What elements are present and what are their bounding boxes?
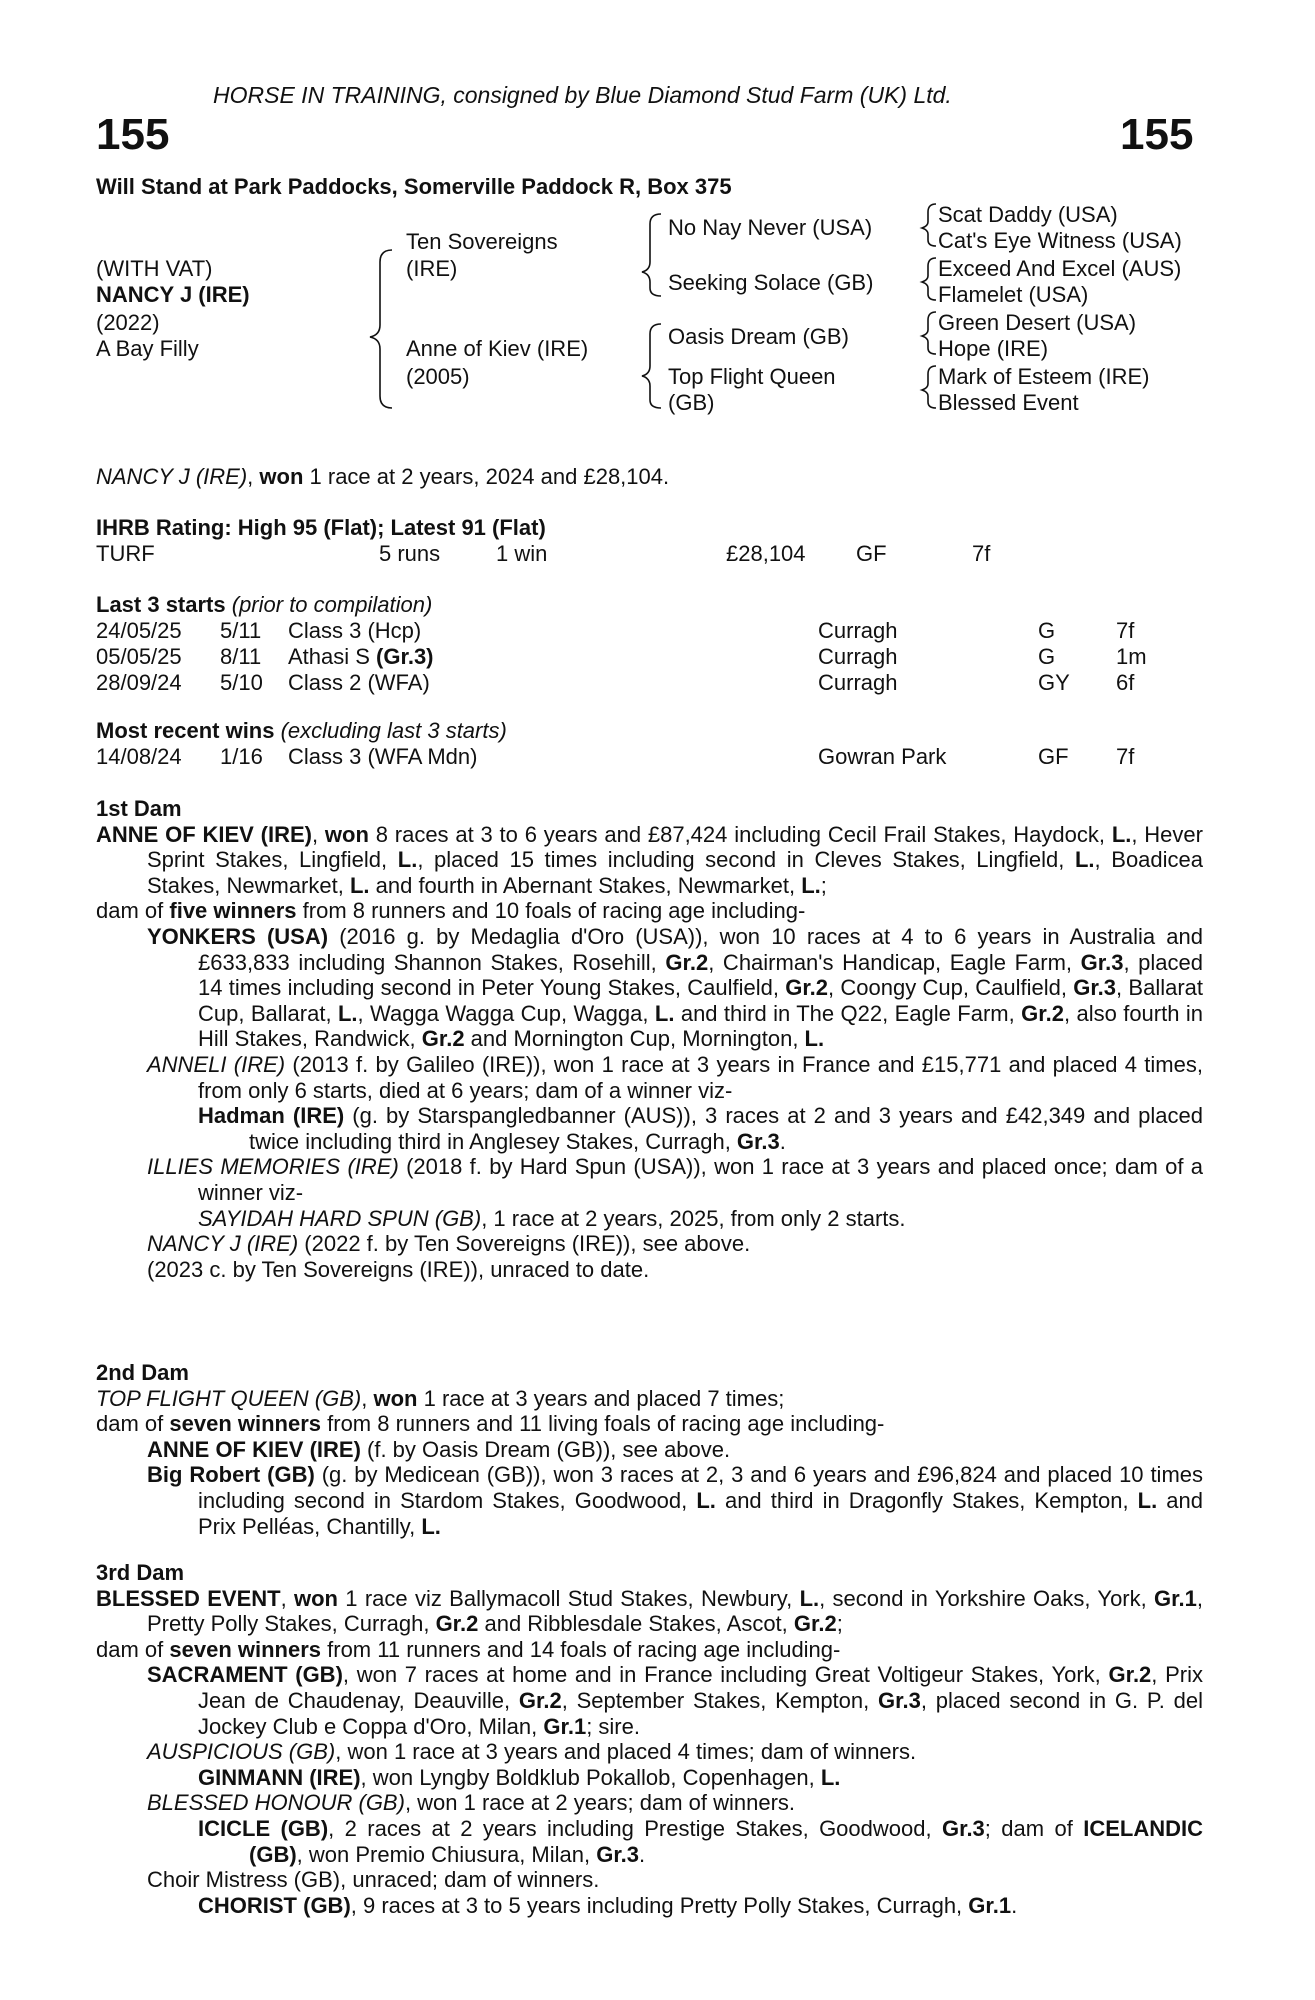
list-item: ICICLE (GB), 2 races at 2 years including Prestige Stakes, Goodwood, Gr.3; dam of ICELANDIC (GB), won Premio Chiusura, Milan, Gr.3.: [198, 1815, 1203, 1867]
rating-distance: 7f: [972, 541, 991, 566]
second-dam-section: [96, 1360, 1203, 1539]
table-cell: GF: [1038, 744, 1069, 769]
dam-name: Anne of Kiev (IRE): [406, 336, 589, 361]
list-item: AUSPICIOUS (GB), won 1 race at 3 years and placed 4 times; dam of winners.: [147, 1739, 917, 1765]
dam-dam-sire: Mark of Esteem (IRE): [938, 364, 1150, 389]
table-cell: Curragh: [818, 644, 898, 669]
second-dam-record: TOP FLIGHT QUEEN (GB), won 1 race at 3 years and placed 7 times;: [96, 1385, 785, 1411]
summary-won: won: [259, 464, 304, 489]
third-dam-record: BLESSED EVENT, won 1 race viz Ballymacoll Stud Stakes, Newbury, L., second in Yorkshire Oaks, York, Gr.1, Pretty Polly Stakes, Curragh, Gr.2 and Ribblesdale Stakes, Ascot, Gr.2;: [96, 1585, 1203, 1637]
sire-name: Ten Sovereigns: [406, 229, 558, 254]
last3-title: Last 3 starts: [96, 592, 226, 617]
lot-number-right: 155: [1120, 110, 1194, 159]
list-item: NANCY J (IRE) (2022 f. by Ten Sovereigns (IRE)), see above.: [147, 1231, 751, 1257]
rating-title: IHRB Rating: High 95 (Flat); Latest 91 (Flat): [96, 515, 546, 540]
dam-sire-sire: Green Desert (USA): [938, 310, 1137, 335]
list-item: Choir Mistress (GB), unraced; dam of winners.: [147, 1867, 600, 1893]
second-dam-produce: dam of seven winners from 8 runners and 11 living foals of racing age including-: [96, 1411, 885, 1437]
third-dam-section: [96, 1560, 1203, 1918]
first-dam-title: 1st Dam: [96, 796, 182, 821]
dam-year: (2005): [406, 364, 470, 389]
third-dam-produce: dam of seven winners from 11 runners and 14 foals of racing age including-: [96, 1636, 841, 1662]
list-item: ILLIES MEMORIES (IRE) (2018 f. by Hard Spun (USA)), won 1 race at 3 years and placed once; dam of a winner viz-: [147, 1154, 1203, 1205]
table-cell: GY: [1038, 670, 1070, 695]
horse-name: NANCY J (IRE): [96, 282, 250, 307]
first-dam-produce: dam of five winners from 8 runners and 10 foals of racing age including-: [96, 898, 806, 924]
race-name: Athasi S: [288, 644, 377, 669]
table-cell: G: [1038, 644, 1056, 669]
table-cell: 14/08/24: [96, 744, 182, 769]
rating-surface: TURF: [96, 541, 155, 566]
table-cell: Class 3 (WFA Mdn): [288, 744, 478, 769]
sire-dam: Seeking Solace (GB): [668, 270, 874, 295]
horse-year: (2022): [96, 310, 160, 335]
rating-row: [0, 541, 1315, 567]
recent-wins-heading: [96, 718, 507, 744]
table-cell: Class 3 (Hcp): [288, 618, 422, 643]
lot-number-left: 155: [96, 110, 170, 159]
sire-country: (IRE): [406, 256, 458, 281]
dam-sire: Oasis Dream (GB): [668, 324, 849, 349]
rating-wins: 1 win: [496, 541, 548, 566]
sire-sire: No Nay Never (USA): [668, 215, 873, 240]
race-grade: (Gr.3): [376, 644, 434, 669]
recent-wins-table: [0, 744, 1315, 770]
table-cell: [288, 644, 434, 670]
first-dam-section: [96, 796, 1203, 1282]
recent-wins-subtitle: (excluding last 3 starts): [280, 718, 507, 743]
list-item: ANNELI (IRE) (2013 f. by Galileo (IRE)), won 1 race at 3 years in France and £15,771 and placed 4 times, from only 6 starts, died at 6 years; dam of a winner viz-: [147, 1051, 1203, 1103]
sire-sire-dam: Cat's Eye Witness (USA): [938, 228, 1182, 253]
vat-note: (WITH VAT): [96, 256, 213, 281]
table-cell: 6f: [1116, 670, 1135, 695]
race-summary: NANCY J (IRE), won 1 race at 2 years, 2024 and £28,104.: [96, 464, 670, 489]
horse-description: A Bay Filly: [96, 336, 199, 361]
list-item: Big Robert (GB) (g. by Medicean (GB)), won 3 races at 2, 3 and 6 years and £96,824 and placed 10 times including second in Stardom Stakes, Goodwood, L. and third in Dragonfly Stakes, Kempton, L. and Prix Pelléas, Chantilly, L.: [147, 1462, 1204, 1539]
recent-wins-title: Most recent wins: [96, 718, 275, 743]
table-cell: 24/05/25: [96, 618, 182, 643]
sire-sire-sire: Scat Daddy (USA): [938, 202, 1118, 227]
dam-dam-country: (GB): [668, 390, 715, 415]
table-cell: 7f: [1116, 744, 1135, 769]
dam-dam-dam: Blessed Event: [938, 390, 1079, 415]
list-item: SACRAMENT (GB), won 7 races at home and in France including Great Voltigeur Stakes, York, Gr.2, Prix Jean de Chaudenay, Deauville, Gr.2, September Stakes, Kempton, Gr.3, placed second in G. P. del Jockey Club e Coppa d'Oro, Milan, Gr.1; sire.: [147, 1662, 1203, 1739]
table-cell: Class 2 (WFA): [288, 670, 430, 695]
list-item: SAYIDAH HARD SPUN (GB), 1 race at 2 years, 2025, from only 2 starts.: [198, 1205, 906, 1231]
dam-sire-dam: Hope (IRE): [938, 336, 1049, 361]
dam-dam: Top Flight Queen: [668, 364, 836, 389]
table-cell: Curragh: [818, 670, 898, 695]
table-cell: 5/10: [220, 670, 263, 695]
table-cell: Gowran Park: [818, 744, 947, 769]
rating-runs: 5 runs: [379, 541, 441, 566]
table-cell: 1m: [1116, 644, 1147, 669]
third-dam-title: 3rd Dam: [96, 1560, 185, 1585]
first-dam-record: ANNE OF KIEV (IRE), won 8 races at 3 to 6 years and £87,424 including Cecil Frail Stakes, Haydock, L., Hever Sprint Stakes, Lingfield, L., placed 15 times including second in Cleves Stakes, Lingfield, L., Boadicea Stakes, Newmarket, L. and fourth in Abernant Stakes, Newmarket, L.;: [96, 821, 1204, 898]
list-item: Hadman (IRE) (g. by Starspangledbanner (AUS)), 3 races at 2 and 3 years and £42,349 and placed twice including third in Anglesey Stakes, Curragh, Gr.3.: [198, 1103, 1203, 1154]
list-item: CHORIST (GB), 9 races at 3 to 5 years including Pretty Polly Stakes, Curragh, Gr.1.: [198, 1892, 1018, 1918]
table-cell: 5/11: [220, 618, 262, 643]
summary-horse-name: NANCY J (IRE): [96, 464, 248, 489]
second-dam-title: 2nd Dam: [96, 1360, 189, 1385]
table-cell: 7f: [1116, 618, 1135, 643]
table-cell: 8/11: [220, 644, 262, 669]
rating-going: GF: [856, 541, 887, 566]
catalogue-header: HORSE IN TRAINING, consigned by Blue Diamond Stud Farm (UK) Ltd.: [213, 82, 952, 108]
last3-subtitle: (prior to compilation): [231, 592, 433, 617]
table-cell: 05/05/25: [96, 644, 182, 669]
table-cell: Curragh: [818, 618, 898, 643]
table-cell: G: [1038, 618, 1056, 643]
list-item: YONKERS (USA) (2016 g. by Medaglia d'Oro (USA)), won 10 races at 4 to 6 years in Australia and £633,833 including Shannon Stakes, Rosehill, Gr.2, Chairman's Handicap, Eagle Farm, Gr.3, placed 14 times including second in Peter Young Stakes, Caulfield, Gr.2, Coongy Cup, Caulfield, Gr.3, Ballarat Cup, Ballarat, L., Wagga Wagga Cup, Wagga, L. and third in The Q22, Eagle Farm, Gr.2, also fourth in Hill Stakes, Randwick, Gr.2 and Mornington Cup, Mornington, L.: [147, 923, 1204, 1052]
table-cell: 1/16: [220, 744, 263, 769]
rating-earnings: £28,104: [726, 541, 806, 566]
list-item: ANNE OF KIEV (IRE) (f. by Oasis Dream (GB)), see above.: [147, 1436, 731, 1462]
list-item: BLESSED HONOUR (GB), won 1 race at 2 years; dam of winners.: [147, 1790, 796, 1816]
last3-table: [0, 618, 1315, 696]
last3-heading: [96, 592, 432, 618]
sire-dam-dam: Flamelet (USA): [938, 282, 1089, 307]
list-item: GINMANN (IRE), won Lyngby Boldklub Pokallob, Copenhagen, L.: [198, 1764, 841, 1790]
table-cell: 28/09/24: [96, 670, 182, 695]
summary-text: 1 race at 2 years, 2024 and £28,104.: [303, 464, 670, 489]
list-item: (2023 c. by Ten Sovereigns (IRE)), unraced to date.: [147, 1256, 650, 1282]
stand-location: Will Stand at Park Paddocks, Somerville Paddock R, Box 375: [96, 174, 732, 199]
sire-dam-sire: Exceed And Excel (AUS): [938, 256, 1182, 281]
